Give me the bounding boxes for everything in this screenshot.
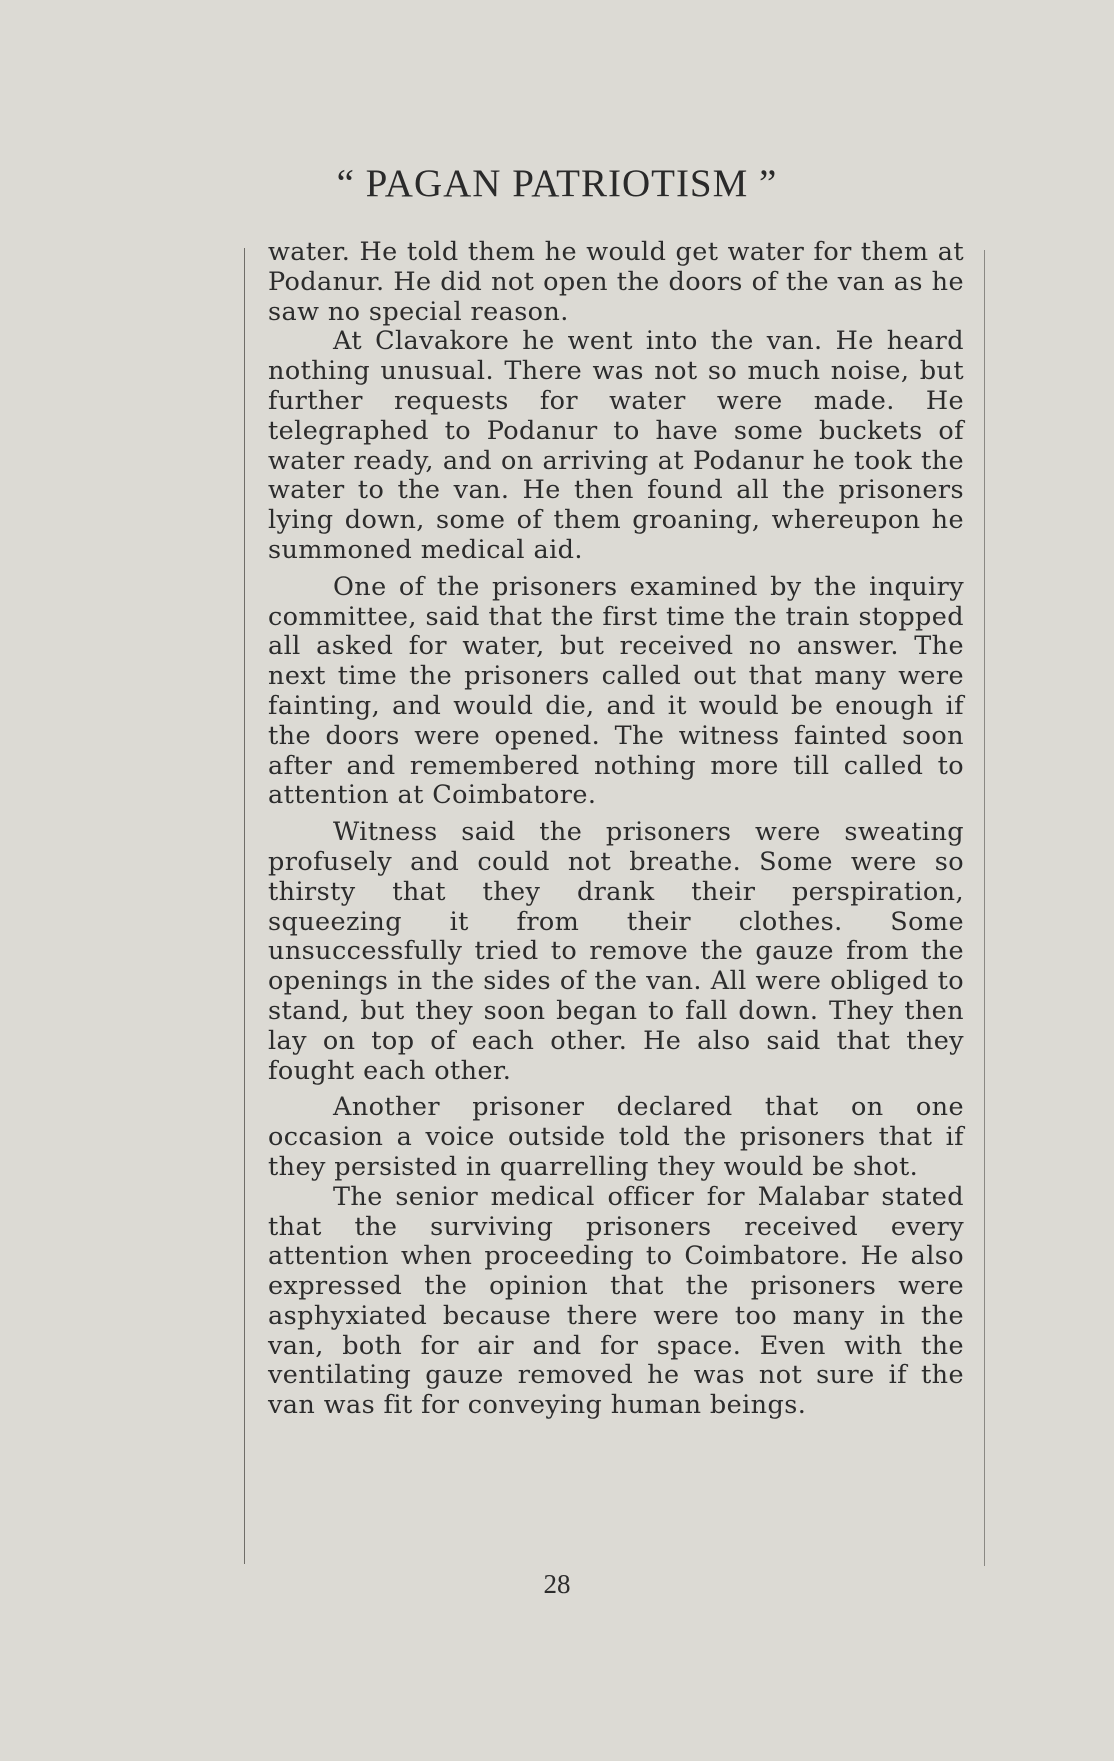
body-text [268,238,964,1421]
page-number: 28 [543,1569,571,1599]
paragraph: At Clavakore he went into the van. He heard nothing unusual. There was not so much noise, but further requests for water were made. He telegraphed to Podanur to have some buckets of water ready, and on arriving at Podanur he took the water to the van. He then found all the prisoners lying down, some of them groaning, whereupon he summoned medical aid. [268,326,964,565]
left-margin-rule [244,248,245,1564]
paragraph: water. He told them he would get water for them at Podanur. He did not open the doors of the van as he saw no special reason. [268,237,964,327]
paragraph: The senior medical officer for Malabar stated that the surviving prisoners received every attention when proceeding to Coimbatore. He also expressed the opinion that the prisoners were asphyxiated because there were too many in the van, both for air and for space. Even with the ventilating gauze removed he was not sure if the van was fit for conveying human beings. [268,1181,964,1421]
paragraph: One of the prisoners examined by the inquiry committee, said that the first time the train stopped all asked for water, but received no answer. The next time the prisoners called out that many were fainting, and would die, and it would be enough if the doors were opened. The witness fainted soon after and remembered nothing more till called to attention at Coimbatore. [268,571,964,811]
running-head: “ PAGAN PATRIOTISM ” [336,162,778,205]
paragraph: Witness said the prisoners were sweating profusely and could not breathe. Some were so thirsty that they drank their perspiration, squeezing it from their clothes. Some unsuccessfully tried to remove the gauze from the openings in the sides of the van. All were obliged to stand, but they soon began to fall down. They then lay on top of each other. He also said that they fought each other. [268,817,964,1086]
paragraph: Another prisoner declared that on one occasion a voice outside told the prisoners that if they persisted in quarrelling they would be shot. [268,1092,964,1182]
right-margin-rule [984,250,985,1566]
